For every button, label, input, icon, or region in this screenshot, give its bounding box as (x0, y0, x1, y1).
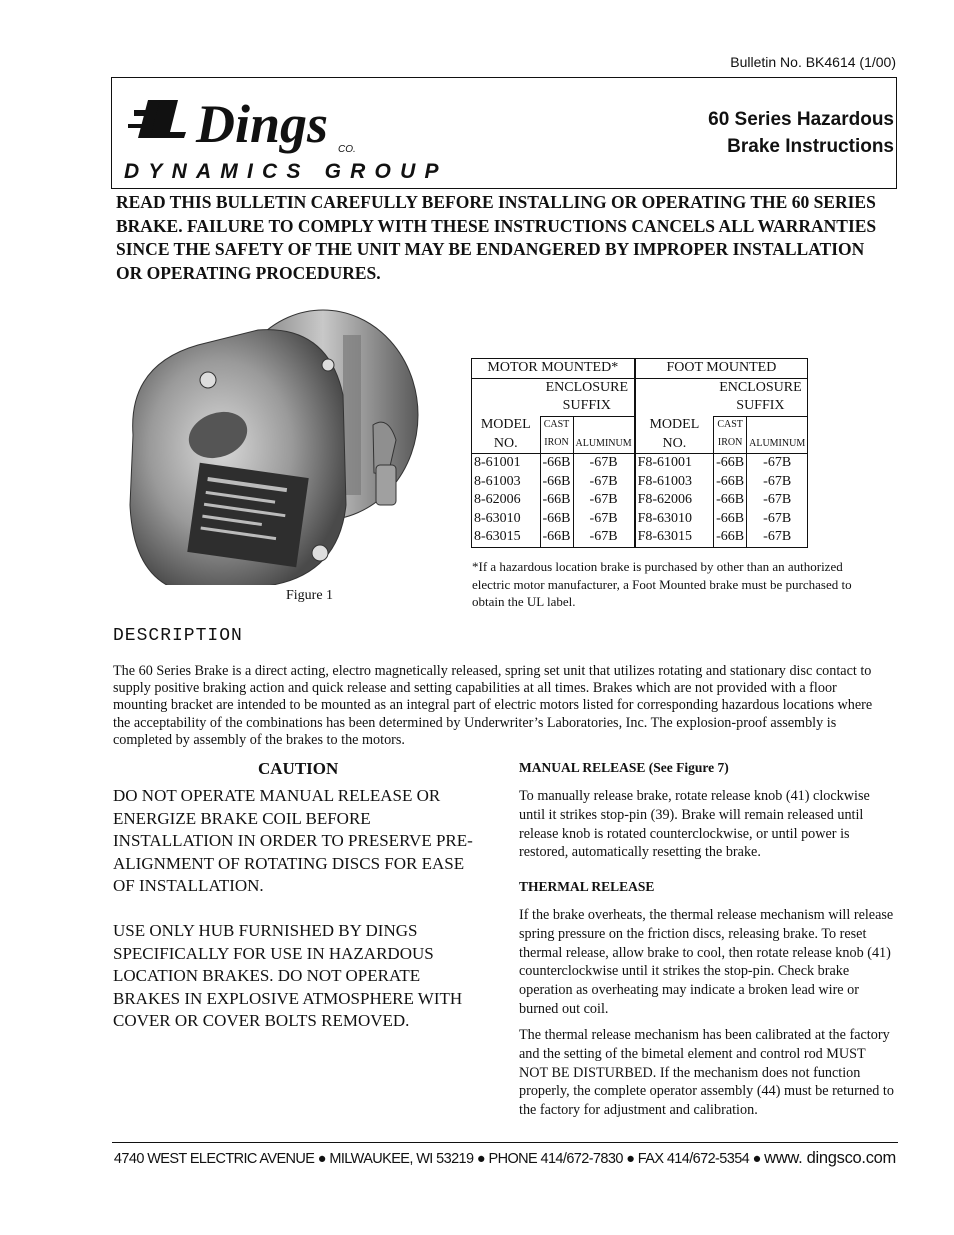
thermal-release-body-1: If the brake overheats, the thermal release mechanism will release spring pressure on the friction discs, releasing brake. To reset thermal release, allow brake to cool, then rotate release knob (41) counterclockwise until it strikes the stop-pin. Check brake operation as overheating may indicate a broken lead wire or burned out coil. (519, 907, 894, 1017)
aluminum-header-foot: ALUMINUM (747, 416, 808, 454)
aluminum-header-motor: ALUMINUM (573, 416, 635, 454)
bulletin-number: Bulletin No. BK4614 (1/00) (730, 54, 896, 70)
cast-iron-header-foot: CAST IRON (714, 416, 747, 454)
table-row: 8-63010 -66B -67B F8-63010 -66B -67B (472, 510, 808, 529)
title-line-2: Brake Instructions (727, 136, 894, 157)
caution-body (113, 785, 483, 1055)
model-no-header-foot: MODEL NO. (635, 416, 714, 454)
caution-paragraph-2: USE ONLY HUB FURNISHED BY DINGS SPECIFICALLY FOR USE IN HAZARDOUS LOCATION BRAKES. DO NOT OPERATE BRAKES IN EXPLOSIVE ATMOSPHERE WITH COVER OR COVER BOLTS REMOVED. (113, 921, 463, 1030)
table-footnote: *If a hazardous location brake is purchased by other than an authorized electric motor manufacturer, a Foot Mounted brake must be purchased to obtain the UL label. (472, 559, 852, 609)
logo-brand: Dings (196, 94, 329, 154)
enclosure-suffix-foot: ENCLOSURE SUFFIX (714, 378, 808, 416)
dings-emblem-icon (128, 100, 186, 138)
description-body: The 60 Series Brake is a direct acting, electro magnetically released, spring set unit that utilizes rotating and stationary disc contact to supply positive braking action and quick release and setting capabilities at all times. Brakes which are not provided with a floor mounting bracket are intended to be mounted as an integral part of electric motors listed for corresponding hazardous locations where the acceptability of the combinations has been determined by Underwriter’s Laboratories, Inc. The explosion-proof assembly is completed by assembly of the brakes to the motors. (113, 663, 873, 748)
table-row: 8-62006 -66B -67B F8-62006 -66B -67B (472, 491, 808, 510)
thermal-release-heading: THERMAL RELEASE (519, 879, 655, 894)
logo-co: CO. (338, 144, 356, 155)
footer-divider (112, 1142, 898, 1143)
caution-heading: CAUTION (258, 759, 339, 778)
footer-website-link[interactable]: www. dingsco.com (764, 1149, 896, 1167)
footer-address: 4740 WEST ELECTRIC AVENUE ● MILWAUKEE, WI 53219 ● PHONE 414/672-7830 ● FAX 414/672-5354 ● (113, 1151, 765, 1167)
model-no-header-motor: MODEL NO. (472, 416, 541, 454)
description-heading: DESCRIPTION (113, 626, 243, 646)
figure-caption: Figure 1 (286, 588, 334, 603)
table-row: 8-61003 -66B -67B F8-61003 -66B -67B (472, 473, 808, 492)
manual-release-heading: MANUAL RELEASE (See Figure 7) (519, 760, 729, 775)
warning-notice: READ THIS BULLETIN CAREFULLY BEFORE INSTALLING OR OPERATING THE 60 SERIES BRAKE. FAILURE TO COMPLY WITH THESE INSTRUCTIONS CANCELS ALL WARRANTIES SINCE THE SAFETY OF THE UNIT MAY BE ENDANGERED BY IMPROPER INSTALLATION OR OPERATING PROCEDURES. (116, 192, 877, 283)
thermal-release-body-2: The thermal release mechanism has been calibrated at the factory and the setting of the bimetal element and control rod MUST NOT BE DISTURBED. If the mechanism does not function properly, the complete operator assembly (44) must be returned to the factory for adjustment and calibration. (519, 1027, 894, 1119)
foot-mounted-header: FOOT MOUNTED (635, 359, 808, 379)
document-title (708, 106, 894, 160)
caution-paragraph-1: DO NOT OPERATE MANUAL RELEASE OR ENERGIZE BRAKE COIL BEFORE INSTALLATION IN ORDER TO PRESERVE PRE-ALIGNMENT OF ROTATING DISCS FOR EASE OF INSTALLATION. (113, 786, 473, 895)
table-row: 8-61001 -66B -67B F8-61001 -66B -67B (472, 454, 808, 473)
dings-logo (120, 88, 520, 180)
cast-iron-header-motor: CAST IRON (540, 416, 573, 454)
enclosure-suffix-motor: ENCLOSURE SUFFIX (540, 378, 635, 416)
brake-photo (88, 305, 448, 585)
table-row: 8-63015 -66B -67B F8-63015 -66B -67B (472, 528, 808, 547)
footer-contact (113, 1149, 896, 1168)
title-line-1: 60 Series Hazardous (708, 109, 894, 130)
model-table (471, 358, 808, 548)
manual-release-body: To manually release brake, rotate release knob (41) clockwise until it strikes stop-pin (39). Brake will remain released until release knob is rotated counterclockwise, or until power is restored, automatically resetting the brake. (519, 788, 870, 861)
motor-mounted-header: MOTOR MOUNTED* (472, 359, 635, 379)
header-box (111, 77, 897, 189)
logo-group: DYNAMICS GROUP (124, 160, 448, 180)
